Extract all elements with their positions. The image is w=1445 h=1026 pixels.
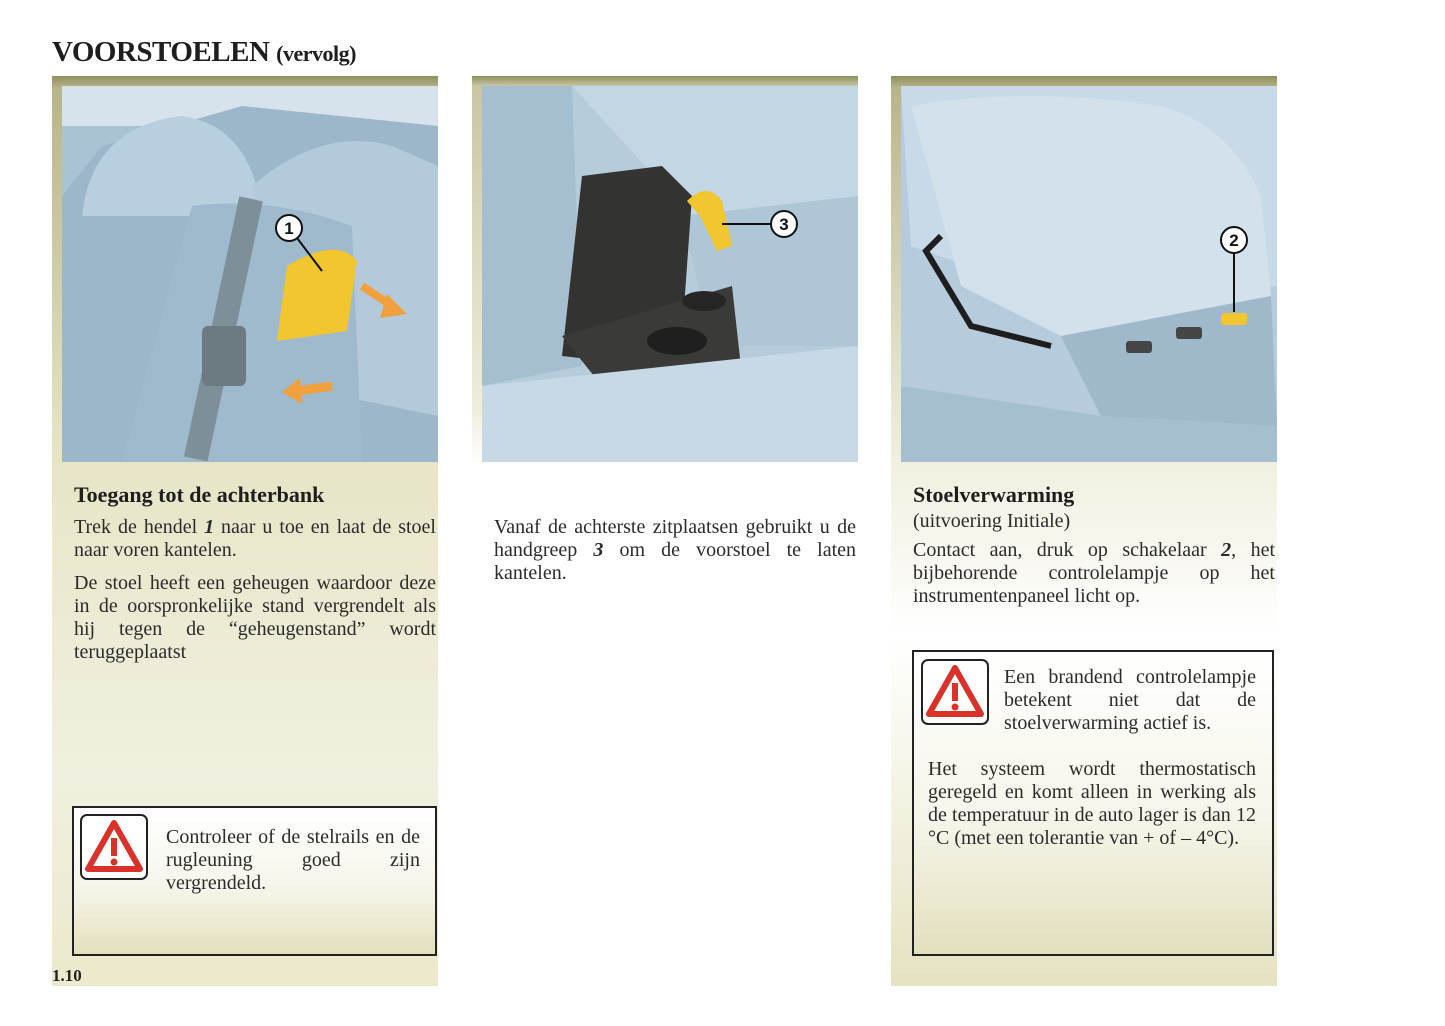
paragraph-lever-instruction <box>74 516 436 562</box>
callout-2: 2 <box>1229 231 1239 250</box>
photo-rear-handle <box>482 86 858 462</box>
paragraph-rear-handle <box>494 516 856 585</box>
reference-number: 3 <box>593 539 604 561</box>
page-number: 1.10 <box>52 966 82 985</box>
page-title-main: VOORSTOELEN <box>52 36 270 68</box>
reference-number: 1 <box>204 516 215 538</box>
text-segment: Vanaf de achterste zitplaatsen gebruikt u de handgreep <box>494 516 856 561</box>
warning-triangle-icon <box>921 659 989 725</box>
text-segment: om de voorstoel te laten kantelen. <box>494 539 857 584</box>
paragraph-switch-instruction <box>913 539 1275 608</box>
warning-text-rails: Controleer of de stelrails en de rugleuning goed zijn vergrendeld. <box>166 826 420 894</box>
callout-1: 1 <box>284 219 294 238</box>
text-segment: naar u toe en laat de stoel naar voren kantelen. <box>74 516 436 561</box>
page-title-subtitle: (vervolg) <box>276 41 356 66</box>
heading-seat-heating: Stoelverwarming <box>913 482 1075 507</box>
warning-box-heating <box>912 650 1274 956</box>
warning-text-heating-top: Een brandend controlelampje betekent niet dat de stoelverwarming actief is. <box>1004 666 1256 734</box>
subheading-version: (uitvoering Initiale) <box>913 510 1071 532</box>
photo-seat-heating-switch <box>901 86 1277 462</box>
column-middle <box>472 76 858 584</box>
heading-rear-access: Toegang tot de achterbank <box>74 482 325 507</box>
column-left <box>52 76 438 986</box>
text-segment: Trek de hendel <box>74 516 205 538</box>
paragraph-memory: De stoel heeft een geheugen waardoor deze in de oorspronkelijke stand vergrendelt als hij tegen de “geheugenstand” wordt teruggeplaatst <box>74 572 436 663</box>
warning-triangle-icon <box>80 814 148 880</box>
photo-seat-lever <box>62 86 438 462</box>
text-segment: Contact aan, druk op schakelaar <box>913 539 1222 561</box>
reference-number: 2 <box>1221 539 1232 561</box>
callout-3: 3 <box>779 215 789 234</box>
text-segment: , het bijbehorende controlelampje op het instrumentenpaneel licht op. <box>913 539 1275 607</box>
warning-box-rails <box>72 806 437 956</box>
warning-text-heating-bottom: Het systeem wordt thermostatisch geregeld en komt alleen in werking als de temperatuur in de auto lager is dan 12 °C (met een tolerantie van + of – 4°C). <box>928 758 1256 849</box>
column-right <box>891 76 1277 986</box>
page-title <box>52 36 356 69</box>
